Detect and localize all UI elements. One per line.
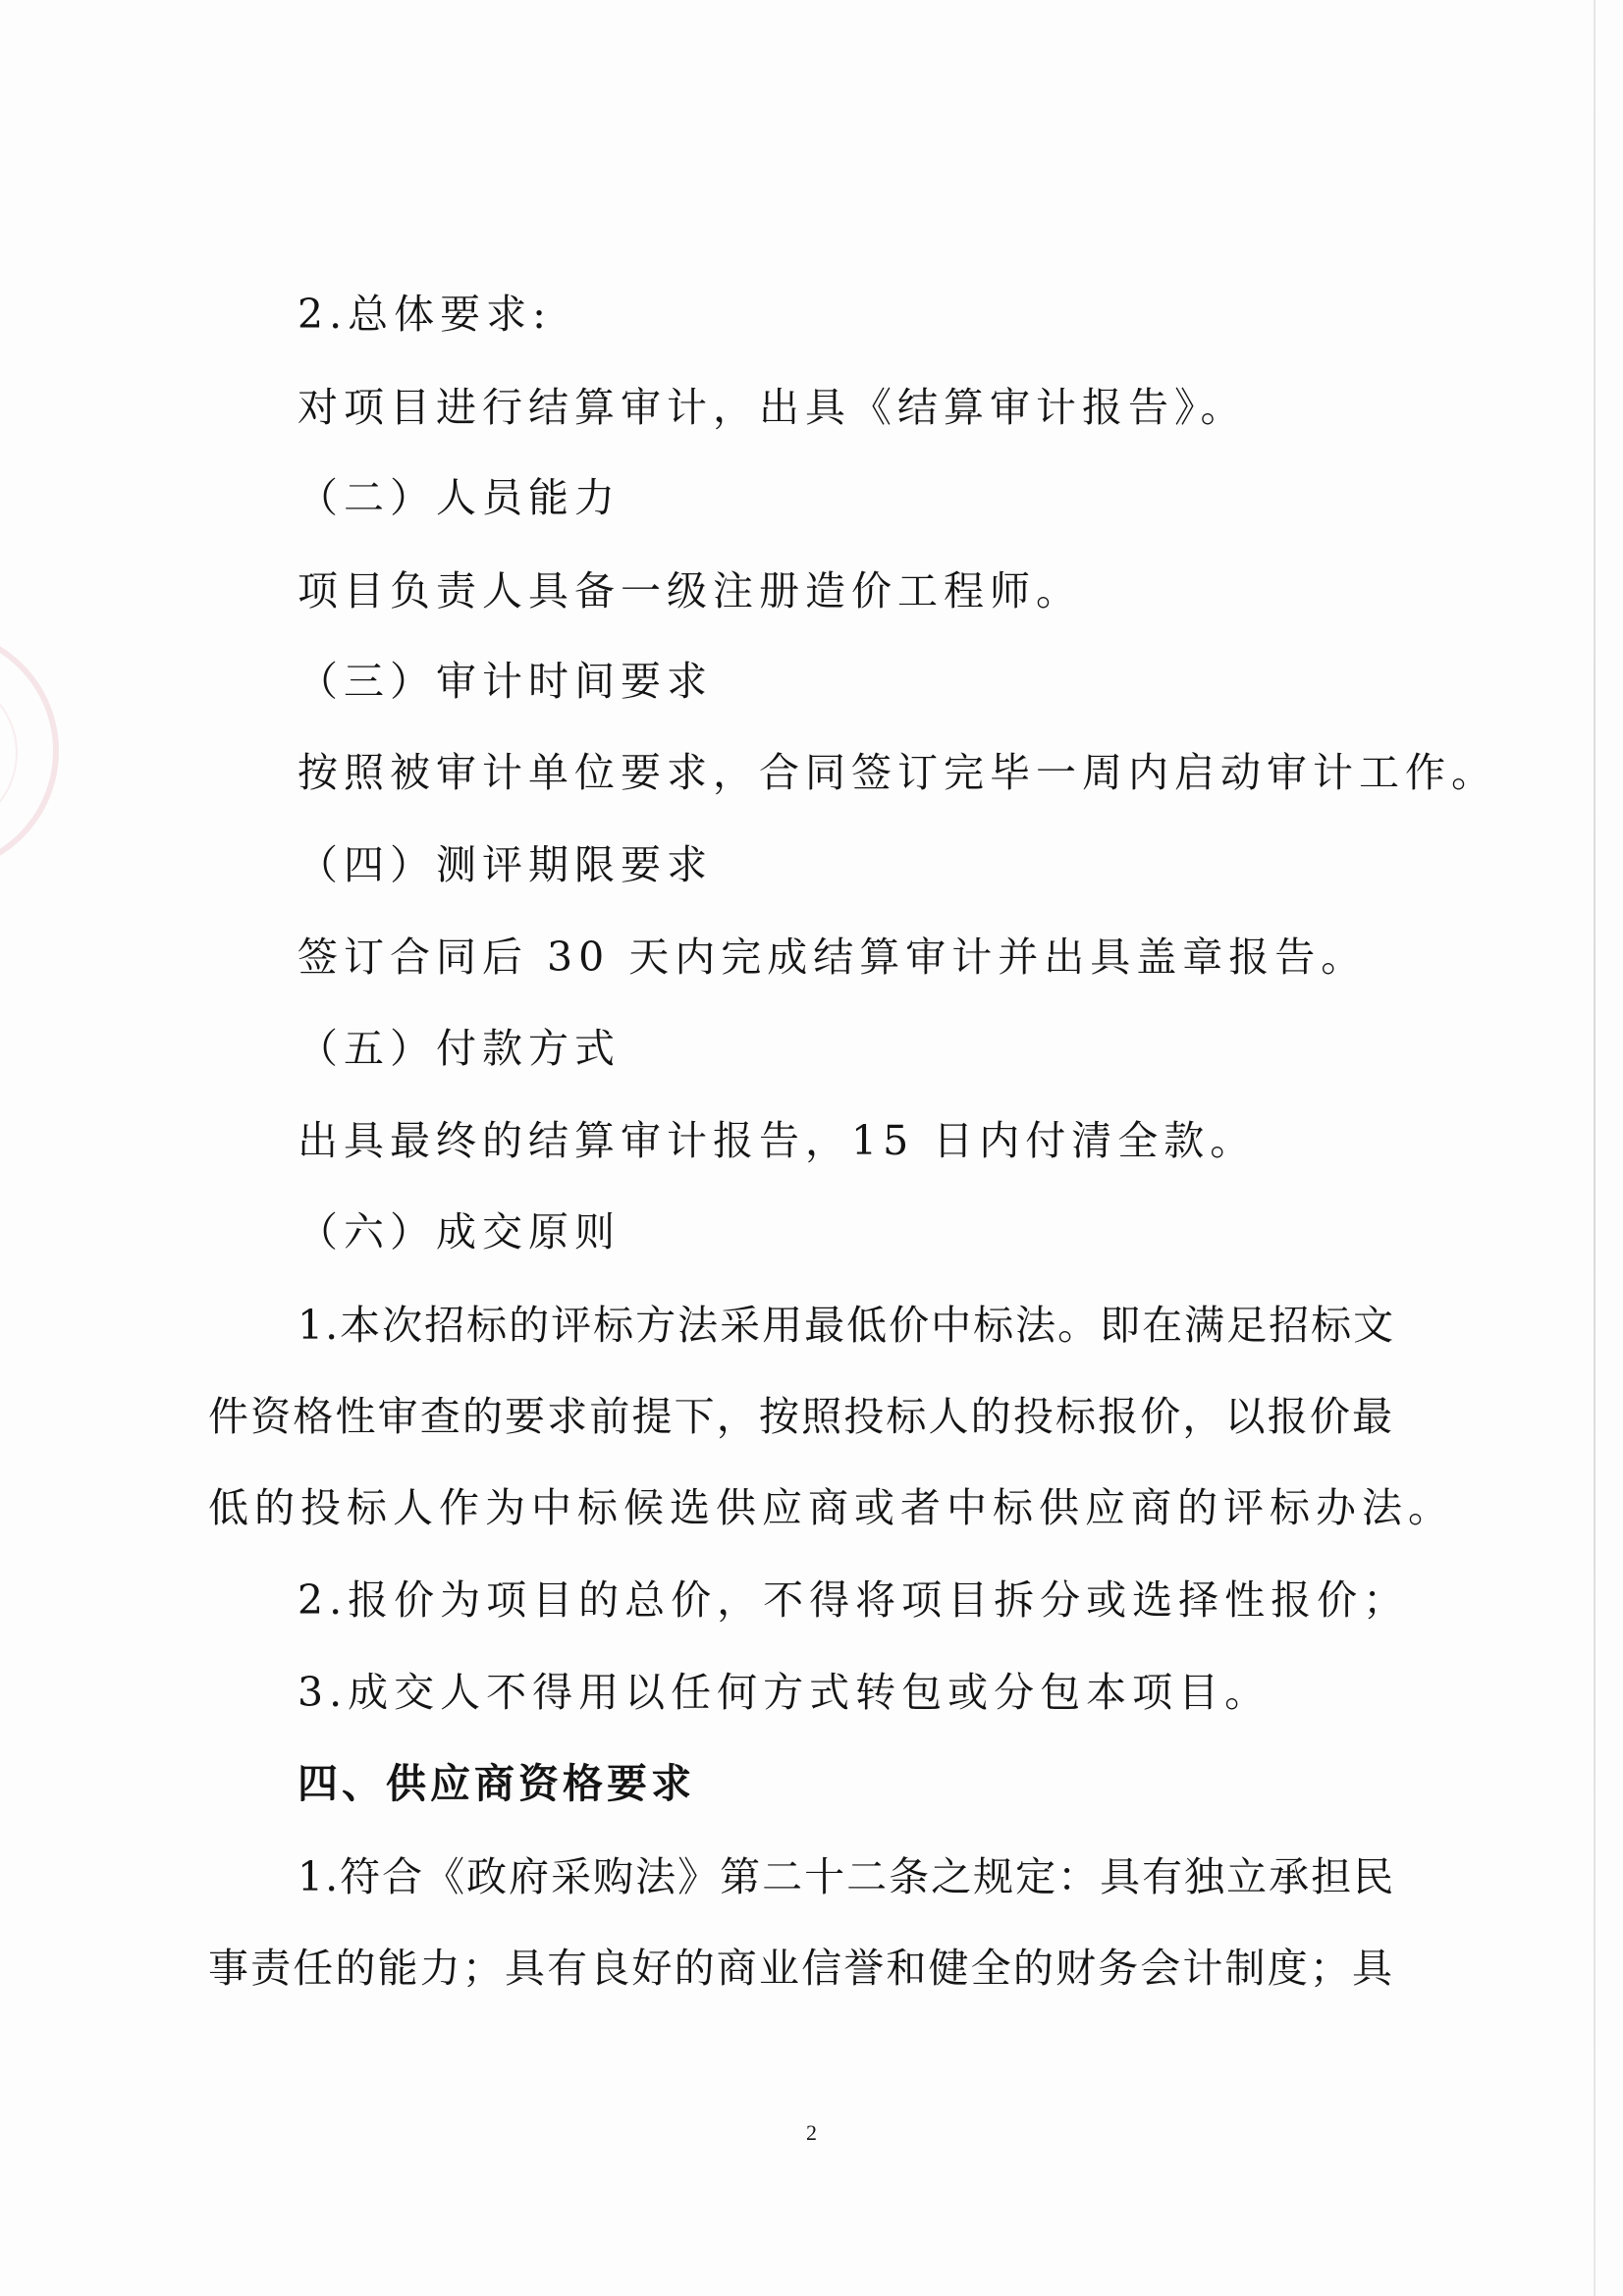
- bleed-through-seal: [0, 628, 59, 874]
- section-heading-audit-time: （三）审计时间要求: [298, 658, 713, 705]
- section-heading-payment: （五）付款方式: [298, 1025, 621, 1072]
- section-heading-transaction-principles: （六）成交原则: [298, 1208, 621, 1255]
- paragraph-lowest-price-line-2: 件资格性审查的要求前提下，按照投标人的投标报价，以报价最: [208, 1393, 1394, 1440]
- paragraph-lowest-price-line-1: 1.本次招标的评标方法采用最低价中标法。即在满足招标文: [298, 1302, 1396, 1349]
- section-heading-personnel: （二）人员能力: [298, 474, 621, 521]
- scan-edge: [1594, 0, 1596, 2296]
- section-heading-evaluation-period: （四）测评期限要求: [298, 841, 713, 888]
- paragraph-lowest-price-line-3: 低的投标人作为中标候选供应商或者中标供应商的评标办法。: [208, 1484, 1454, 1531]
- text-line-total-price: 2.报价为项目的总价，不得将项目拆分或选择性报价；: [298, 1576, 1410, 1624]
- paragraph-procurement-law-line-2: 事责任的能力；具有良好的商业信誉和健全的财务会计制度；具: [208, 1945, 1394, 1992]
- text-line-completion-deadline: 签订合同后 30 天内完成结算审计并出具盖章报告。: [298, 934, 1368, 981]
- text-line-audit-start: 按照被审计单位要求，合同签订完毕一周内启动审计工作。: [298, 749, 1497, 796]
- text-line-overall-requirements: 2.总体要求:: [298, 291, 552, 338]
- text-line-payment-terms: 出具最终的结算审计报告，15 日内付清全款。: [298, 1117, 1257, 1164]
- paragraph-procurement-law-line-1: 1.符合《政府采购法》第二十二条之规定：具有独立承担民: [298, 1853, 1396, 1900]
- section-heading-supplier-qualifications: 四、供应商资格要求: [298, 1760, 695, 1807]
- page-number: 2: [806, 2120, 817, 2145]
- text-line-no-subcontract: 3.成交人不得用以任何方式转包或分包本项目。: [298, 1669, 1271, 1716]
- text-line-settlement-audit: 对项目进行结算审计，出具《结算审计报告》。: [298, 384, 1247, 431]
- text-line-project-leader: 项目负责人具备一级注册造价工程师。: [298, 567, 1082, 614]
